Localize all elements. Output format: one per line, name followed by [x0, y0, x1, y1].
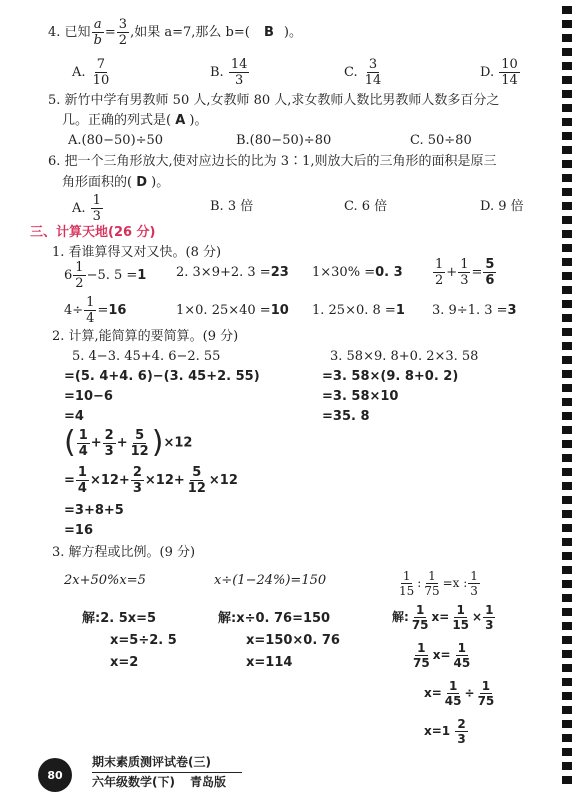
p3-e3-3: x= $\frac{1}{45}$ ÷ $\frac{1}{75}$ — [424, 679, 495, 708]
p3-e1-2: x=5÷2. 5 — [110, 633, 177, 648]
p2-c-line1: ( $\frac{1}{4}$ + $\frac{2}{3}$ + $\frac{5}{12}$ )×12 — [64, 425, 193, 460]
p1-r1-a: 6 $\frac{1}{2}$ −5. 5 =1 — [64, 260, 147, 291]
strip-mark — [562, 538, 572, 546]
strip-mark — [562, 48, 572, 56]
q4-option-d: D. $\frac{10}{14}$ — [480, 57, 518, 88]
p3-e2-3: x=114 — [246, 655, 293, 670]
strip-mark — [562, 286, 572, 294]
strip-mark — [562, 76, 572, 84]
q6-line2: 角形面积的( D )。 — [62, 175, 170, 190]
q4-stem: 4. 已知 $\frac{a}{b}$ = $\frac{3}{2}$ ,如果 a=7,那么 b=( B )。 — [48, 17, 302, 48]
strip-mark — [562, 720, 572, 728]
q6-line1: 6. 把一个三角形放大,使对应边长的比为 3∶1,则放大后的三角形的面积是原三 — [48, 154, 497, 169]
p3-e3-0: $\frac{1}{15}$ : $\frac{1}{75}$ =x : $\frac{1}{3}$ — [399, 569, 478, 598]
strip-mark — [562, 412, 572, 420]
q4-option-c: C. $\frac{3}{14}$ — [344, 57, 382, 88]
strip-mark — [562, 664, 572, 672]
strip-mark — [562, 496, 572, 504]
strip-mark — [562, 272, 572, 280]
p2-left-0: 5. 4−3. 45+4. 6−2. 55 — [72, 349, 221, 364]
p2-c-line2: = $\frac{1}{4}$ ×12+ $\frac{2}{3}$ ×12+ $\frac{5}{12}$ ×12 — [64, 465, 238, 496]
strip-mark — [562, 34, 572, 42]
q4-option-b: B. $\frac{14}{3}$ — [210, 57, 248, 88]
p2-left-2: =10−6 — [64, 389, 113, 404]
p2-right-3: =35. 8 — [322, 409, 370, 424]
p1-r2-a: 4÷ $\frac{1}{4}$ =16 — [64, 295, 127, 326]
strip-mark — [562, 104, 572, 112]
strip-mark — [562, 6, 572, 14]
strip-mark — [562, 300, 572, 308]
strip-mark — [562, 622, 572, 630]
footer-edition: 青岛版 — [190, 775, 227, 789]
part3-title: 3. 解方程或比例。(9 分) — [52, 545, 196, 560]
binding-strip — [562, 6, 576, 790]
p2-c-line3: =3+8+5 — [64, 503, 124, 518]
p3-e1-1: 解:2. 5x=5 — [82, 611, 157, 626]
strip-mark — [562, 216, 572, 224]
strip-mark — [562, 398, 572, 406]
p1-r1-c: 1×30% =0. 3 — [312, 265, 403, 280]
q5-answer: A — [175, 113, 186, 128]
p1-r2-b: 1×0. 25×40 =10 — [176, 303, 289, 318]
q5-line2: 几。正确的列式是( A )。 — [62, 113, 208, 128]
page-number-badge: 80 — [38, 758, 72, 792]
strip-mark — [562, 146, 572, 154]
strip-mark — [562, 314, 572, 322]
strip-mark — [562, 482, 572, 490]
strip-mark — [562, 160, 572, 168]
strip-mark — [562, 706, 572, 714]
p2-left-3: =4 — [64, 409, 84, 424]
q5-option-c: C. 50÷80 — [410, 133, 472, 148]
strip-mark — [562, 244, 572, 252]
strip-mark — [562, 62, 572, 70]
p3-e3-4: x=1 $\frac{2}{3}$ — [424, 717, 466, 746]
strip-mark — [562, 608, 572, 616]
strip-mark — [562, 174, 572, 182]
strip-mark — [562, 748, 572, 756]
section-3-title: 三、计算天地(26 分) — [30, 225, 156, 240]
p3-e3-2: $\frac{1}{75}$ x= $\frac{1}{45}$ — [413, 641, 471, 670]
strip-mark — [562, 776, 572, 784]
strip-mark — [562, 230, 572, 238]
p1-r1-b: 2. 3×9+2. 3 =23 — [176, 265, 289, 280]
strip-mark — [562, 734, 572, 742]
q6-option-a: A. $\frac{1}{3}$ — [72, 193, 101, 224]
strip-mark — [562, 370, 572, 378]
p2-right-1: =3. 58×(9. 8+0. 2) — [322, 369, 459, 384]
p3-e2-0: x÷(1−24%)=150 — [214, 573, 327, 588]
strip-mark — [562, 258, 572, 266]
q4-option-a: A. $\frac{7}{10}$ — [72, 57, 110, 88]
part2-title: 2. 计算,能简算的要简算。(9 分) — [52, 329, 239, 344]
strip-mark — [562, 384, 572, 392]
q5-line1: 5. 新竹中学有男教师 50 人,女教师 80 人,求女教师人数比男教师人数多百分之 — [48, 93, 500, 108]
strip-mark — [562, 328, 572, 336]
q5-option-a: A.(80−50)÷50 — [68, 133, 164, 148]
strip-mark — [562, 552, 572, 560]
strip-mark — [562, 594, 572, 602]
strip-mark — [562, 650, 572, 658]
p3-e3-1: 解: $\frac{1}{75}$ x= $\frac{1}{15}$ × $\frac{1}{3}$ — [392, 603, 494, 632]
part1-title: 1. 看谁算得又对又快。(8 分) — [52, 245, 222, 260]
strip-mark — [562, 342, 572, 350]
strip-mark — [562, 692, 572, 700]
strip-mark — [562, 90, 572, 98]
strip-mark — [562, 678, 572, 686]
footer-title: 期末素质测评试卷(三) — [92, 755, 211, 769]
p1-r2-c: 1. 25×0. 8 =1 — [312, 303, 405, 318]
strip-mark — [562, 356, 572, 364]
strip-mark — [562, 118, 572, 126]
p2-c-line4: =16 — [64, 523, 93, 538]
strip-mark — [562, 510, 572, 518]
strip-mark — [562, 468, 572, 476]
p3-e1-3: x=2 — [110, 655, 139, 670]
strip-mark — [562, 202, 572, 210]
q6-option-d: D. 9 倍 — [480, 199, 524, 214]
strip-mark — [562, 636, 572, 644]
p3-e1-0: 2x+50%x=5 — [64, 573, 146, 588]
p3-e2-1: 解:x÷0. 76=150 — [218, 611, 331, 626]
strip-mark — [562, 188, 572, 196]
p3-e2-2: x=150×0. 76 — [246, 633, 340, 648]
strip-mark — [562, 454, 572, 462]
q6-option-c: C. 6 倍 — [344, 199, 388, 214]
q4-answer: B — [263, 25, 274, 40]
strip-mark — [562, 132, 572, 140]
p1-r2-d: 3. 9÷1. 3 =3 — [432, 303, 517, 318]
strip-mark — [562, 580, 572, 588]
q6-answer: D — [136, 175, 148, 190]
strip-mark — [562, 566, 572, 574]
p1-r1-d: $\frac{1}{2}$ + $\frac{1}{3}$ = $\frac{5}{6}$ — [435, 257, 495, 288]
strip-mark — [562, 440, 572, 448]
q5-option-b: B.(80−50)÷80 — [236, 133, 332, 148]
strip-mark — [562, 524, 572, 532]
p2-right-2: =3. 58×10 — [322, 389, 399, 404]
q6-option-b: B. 3 倍 — [210, 199, 254, 214]
p2-left-1: =(5. 4+4. 6)−(3. 45+2. 55) — [64, 369, 260, 384]
p2-right-0: 3. 58×9. 8+0. 2×3. 58 — [330, 349, 479, 364]
footer-subtitle: 六年级数学(下) — [92, 775, 175, 789]
strip-mark — [562, 762, 572, 770]
strip-mark — [562, 20, 572, 28]
strip-mark — [562, 426, 572, 434]
footer-divider — [92, 772, 242, 773]
